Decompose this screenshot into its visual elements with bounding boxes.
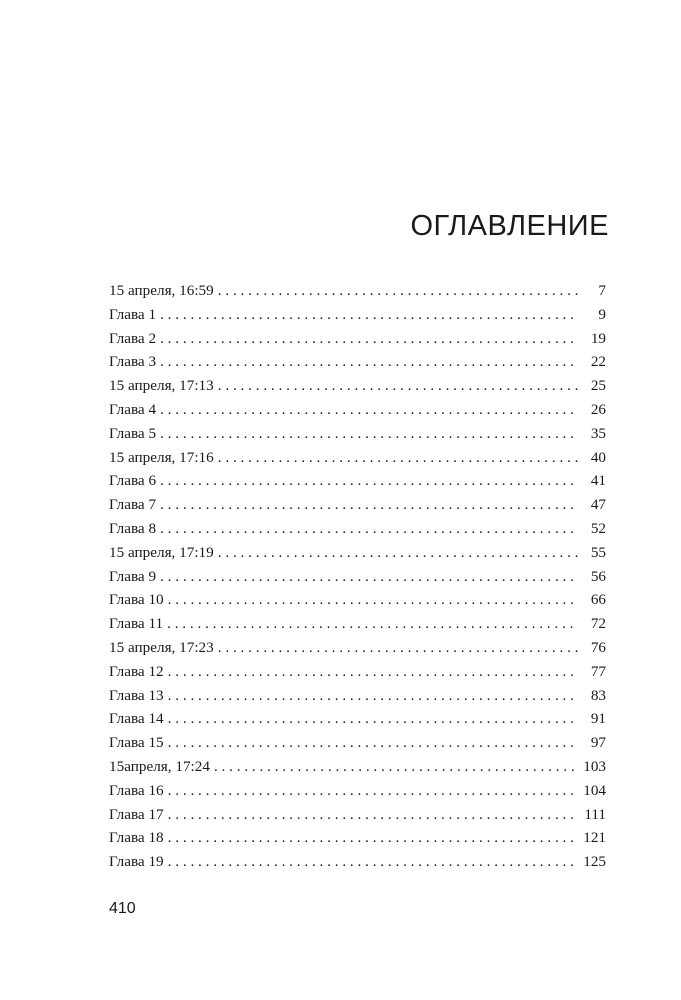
toc-entry-label: 15 апреля, 17:13 <box>109 377 214 395</box>
toc-entry-page: 25 <box>590 377 606 395</box>
dot-leader <box>168 710 578 728</box>
toc-entry-page: 26 <box>590 400 606 418</box>
toc-entry[interactable] <box>109 330 606 354</box>
toc-entry-page: 121 <box>583 829 606 847</box>
dot-leader <box>214 758 578 776</box>
toc-entry-label: Глава 5 <box>109 424 157 442</box>
dot-leader <box>218 639 578 657</box>
toc-entry-label: 15 апреля, 16:59 <box>109 282 214 299</box>
toc-entry-page: 77 <box>590 662 606 680</box>
toc-entry[interactable] <box>109 615 606 639</box>
toc-entry-page: 83 <box>590 686 606 704</box>
toc-entry-label: Глава 13 <box>109 686 164 704</box>
toc-entry[interactable] <box>109 710 606 734</box>
page-title: ОГЛАВЛЕНИЕ <box>410 210 609 242</box>
toc-entry[interactable] <box>109 806 606 830</box>
toc-entry-page: 40 <box>590 448 606 466</box>
toc-entry[interactable] <box>109 853 606 877</box>
toc-entry[interactable] <box>109 425 606 449</box>
toc-entry-page: 76 <box>590 638 606 656</box>
toc-entry-label: Глава 11 <box>109 615 164 633</box>
dot-leader <box>218 282 578 300</box>
toc-entry-page: 41 <box>590 472 606 490</box>
toc-entry-label: 15 апреля, 17:19 <box>109 543 214 561</box>
toc-entry[interactable] <box>109 639 606 663</box>
toc-entry-page: 103 <box>583 757 606 775</box>
toc-entry-label: Глава 17 <box>109 805 164 823</box>
toc-entry-page: 104 <box>583 781 606 799</box>
toc-entry[interactable] <box>109 782 606 806</box>
toc-entry-label: Глава 14 <box>109 710 164 728</box>
toc-entry-page: 72 <box>590 615 606 633</box>
toc-entry[interactable] <box>109 520 606 544</box>
toc-entry[interactable] <box>109 282 606 306</box>
toc-entry[interactable] <box>109 306 606 330</box>
toc-entry-label: 15 апреля, 17:23 <box>109 638 214 656</box>
toc-entry-page: 55 <box>590 543 606 561</box>
toc-entry[interactable] <box>109 568 606 592</box>
toc-entry-label: Глава 1 <box>109 305 157 323</box>
toc-entry-page: 52 <box>590 519 606 537</box>
toc-entry-label: 15 апреля, 17:16 <box>109 448 214 466</box>
toc-entry[interactable] <box>109 687 606 711</box>
toc-entry-label: Глава 4 <box>109 400 157 418</box>
toc-entry-page: 35 <box>590 424 606 442</box>
toc-entry[interactable] <box>109 758 606 782</box>
toc-entry[interactable] <box>109 734 606 758</box>
dot-leader <box>160 425 578 443</box>
toc-entry-label: Глава 10 <box>109 591 164 609</box>
dot-leader <box>160 520 578 538</box>
dot-leader <box>168 663 578 681</box>
dot-leader <box>160 306 578 324</box>
toc-entry-page: 111 <box>584 805 606 823</box>
toc-entry-page: 66 <box>590 591 606 609</box>
toc-entry[interactable] <box>109 496 606 520</box>
toc-entry-label: Глава 9 <box>109 567 157 585</box>
toc-entry[interactable] <box>109 401 606 425</box>
toc-entry-label: Глава 7 <box>109 496 157 514</box>
toc-entry[interactable] <box>109 544 606 568</box>
toc-entry-page: 9 <box>598 305 606 323</box>
toc-entry[interactable] <box>109 449 606 473</box>
dot-leader <box>160 330 578 348</box>
dot-leader <box>160 568 578 586</box>
toc-entry-page: 91 <box>590 710 606 728</box>
dot-leader <box>168 687 578 705</box>
toc-entry-label: Глава 6 <box>109 472 157 490</box>
dot-leader <box>168 853 578 871</box>
page-number: 410 <box>109 900 136 917</box>
dot-leader <box>168 806 578 824</box>
toc-entry-page: 47 <box>590 496 606 514</box>
toc-entry-label: Глава 8 <box>109 519 157 537</box>
toc-entry-page: 7 <box>598 282 606 299</box>
toc-entry-page: 125 <box>583 853 606 871</box>
toc-entry-page: 56 <box>590 567 606 585</box>
dot-leader <box>218 449 578 467</box>
table-of-contents <box>109 282 606 877</box>
toc-entry[interactable] <box>109 377 606 401</box>
dot-leader <box>160 353 578 371</box>
dot-leader <box>168 782 578 800</box>
toc-entry-label: Глава 2 <box>109 329 157 347</box>
toc-entry[interactable] <box>109 353 606 377</box>
toc-entry-label: Глава 18 <box>109 829 164 847</box>
dot-leader <box>218 377 578 395</box>
toc-entry-label: Глава 15 <box>109 734 164 752</box>
toc-entry[interactable] <box>109 663 606 687</box>
dot-leader <box>167 615 578 633</box>
dot-leader <box>218 544 578 562</box>
dot-leader <box>160 401 578 419</box>
dot-leader <box>168 591 578 609</box>
toc-entry[interactable] <box>109 829 606 853</box>
dot-leader <box>168 734 578 752</box>
toc-entry-label: Глава 16 <box>109 781 164 799</box>
toc-entry-page: 97 <box>590 734 606 752</box>
toc-entry[interactable] <box>109 472 606 496</box>
toc-entry-label: Глава 19 <box>109 853 164 871</box>
toc-entry-label: Глава 3 <box>109 353 157 371</box>
toc-entry-page: 19 <box>590 329 606 347</box>
dot-leader <box>160 472 578 490</box>
toc-entry[interactable] <box>109 591 606 615</box>
dot-leader <box>160 496 578 514</box>
toc-entry-label: 15апреля, 17:24 <box>109 757 210 775</box>
dot-leader <box>168 829 578 847</box>
toc-entry-page: 22 <box>590 353 606 371</box>
toc-entry-label: Глава 12 <box>109 662 164 680</box>
